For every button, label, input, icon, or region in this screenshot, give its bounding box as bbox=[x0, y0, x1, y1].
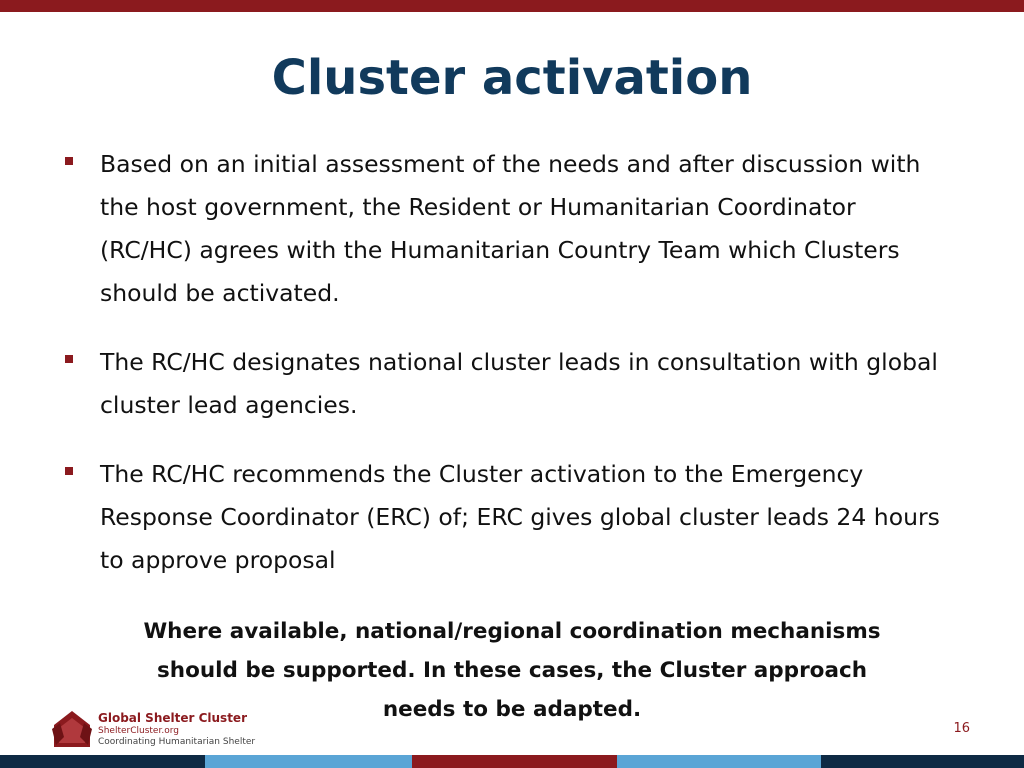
bottom-color-bar bbox=[0, 755, 1024, 768]
bullet-item bbox=[62, 453, 942, 582]
note-line: needs to be adapted. bbox=[382, 697, 642, 722]
top-accent-bar bbox=[0, 0, 1024, 12]
bottom-bar-segment bbox=[205, 755, 412, 768]
hands-house-icon bbox=[50, 707, 94, 749]
bottom-bar-segment bbox=[412, 755, 617, 768]
page-number: 16 bbox=[953, 721, 970, 736]
bullet-text: Based on an initial assessment of the needs and after discussion with the host government, the Resident or Humanitarian Coordinator (RC/HC) agrees with the Humanitarian Country Team which Clusters should be activated. bbox=[100, 150, 921, 307]
bullet-text: The RC/HC recommends the Cluster activation to the Emergency Response Coordinator (ERC) of; ERC gives global cluster leads 24 hours to approve proposal bbox=[100, 460, 940, 574]
bottom-bar-segment bbox=[617, 755, 821, 768]
bullet-list bbox=[62, 143, 942, 608]
bottom-bar-segment bbox=[0, 755, 205, 768]
bottom-bar-segment bbox=[821, 755, 1024, 768]
logo-site: ShelterCluster.org bbox=[98, 726, 179, 736]
bullet-item bbox=[62, 341, 942, 427]
bullet-item bbox=[62, 143, 942, 315]
square-bullet-icon bbox=[65, 157, 73, 165]
bullet-text: The RC/HC designates national cluster leads in consultation with global cluster lead agencies. bbox=[100, 348, 938, 419]
square-bullet-icon bbox=[65, 467, 73, 475]
global-shelter-cluster-logo bbox=[50, 707, 310, 749]
slide-title: Cluster activation bbox=[271, 50, 753, 106]
note-line: should be supported. In these cases, the Cluster approach bbox=[156, 658, 867, 683]
square-bullet-icon bbox=[65, 355, 73, 363]
logo-tagline: Coordinating Humanitarian Shelter bbox=[98, 737, 256, 747]
logo-name: Global Shelter Cluster bbox=[98, 711, 247, 725]
note-line: Where available, national/regional coordination mechanisms bbox=[143, 619, 881, 644]
